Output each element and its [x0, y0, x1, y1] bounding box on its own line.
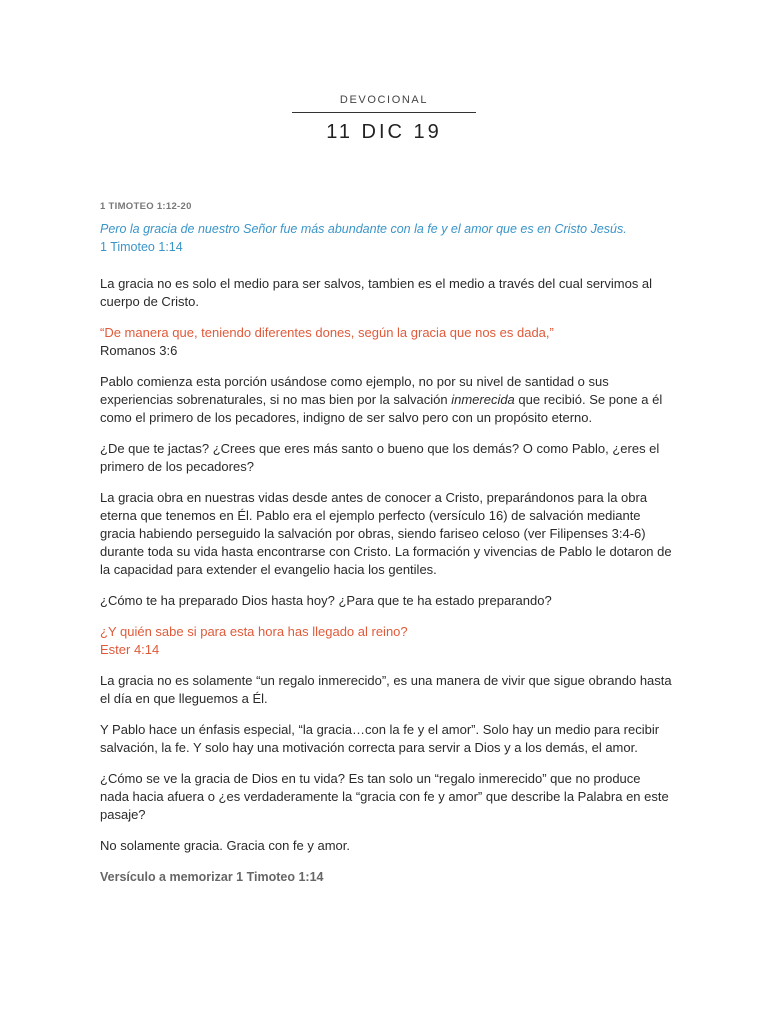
quote-2-text: ¿Y quién sabe si para esta hora has llegado al reino?: [100, 624, 408, 639]
paragraph-2-part-b: que recibió. Se pone a él como el primero de los pecadores, indigno de ser salvo pero con un propósito eterno.: [100, 392, 663, 425]
quote-1-ref: Romanos 3:6: [100, 343, 178, 358]
quote-2-ref: Ester 4:14: [100, 642, 160, 657]
header-divider: [292, 112, 476, 113]
page-date: 11 DIC 19: [326, 121, 442, 143]
key-verse-text: Pero la gracia de nuestro Señor fue más abundante con la fe y el amor que es en Cristo Jesús.: [100, 222, 627, 236]
paragraph-6: La gracia no es solamente “un regalo inmerecido”, es una manera de vivir que sigue obrando hasta el día en que lleguemos a Él.: [100, 673, 672, 706]
quote-block-1: [100, 324, 672, 360]
paragraph-3: ¿De que te jactas? ¿Crees que eres más santo o bueno que los demás? O como Pablo, ¿eres el primero de los pecadores?: [100, 441, 660, 474]
key-verse-ref: 1 Timoteo 1:14: [100, 240, 183, 254]
quote-block-2: [100, 623, 672, 659]
section-kicker: DEVOCIONAL: [339, 94, 429, 106]
memorize-verse: Versículo a memorizar 1 Timoteo 1:14: [100, 870, 324, 884]
quote-1-text: “De manera que, teniendo diferentes dones, según la gracia que nos es dada,”: [100, 325, 554, 340]
devotional-content: [100, 198, 672, 886]
paragraph-2-emphasis: inmerecida: [451, 392, 515, 407]
paragraph-8: ¿Cómo se ve la gracia de Dios en tu vida? Es tan solo un “regalo inmerecido” que no produce nada hacia afuera o ¿es verdaderamente la “gracia con fe y amor” que describe la Palabra en este pasaje?: [100, 771, 669, 822]
paragraph-7: Y Pablo hace un énfasis especial, “la gracia…con la fe y el amor”. Solo hay un medio para recibir salvación, la fe. Y solo hay una motivación correcta para servir a Dios y a los demás, el amor.: [100, 722, 660, 755]
page-header: [0, 94, 768, 144]
paragraph-4: La gracia obra en nuestras vidas desde antes de conocer a Cristo, preparándonos para la obra eterna que tenemos en Él. Pablo era el ejemplo perfecto (versículo 16) de salvación mediante gracia habiendo perseguido la salvación por obras, siendo fariseo celoso (ver Filipenses 3:4-6) durante toda su vida hasta encontrarse con Cristo. La formación y vivencias de Pablo le dotaron de la capacidad para extender el evangelio hacia los gentiles.: [100, 490, 672, 577]
paragraph-2: [100, 373, 672, 427]
paragraph-2-part-a: Pablo comienza esta porción usándose como ejemplo, no por su nivel de santidad o sus experiencias sobrenaturales, si no mas bien por la salvación: [100, 374, 609, 407]
paragraph-9: No solamente gracia. Gracia con fe y amor.: [100, 838, 351, 853]
paragraph-1: La gracia no es solo el medio para ser salvos, tambien es el medio a través del cual servimos al cuerpo de Cristo.: [100, 276, 653, 309]
reading-reference: 1 TIMOTEO 1:12-20: [100, 201, 192, 212]
paragraph-5: ¿Cómo te ha preparado Dios hasta hoy? ¿Para que te ha estado preparando?: [100, 593, 552, 608]
key-verse: [100, 220, 672, 256]
